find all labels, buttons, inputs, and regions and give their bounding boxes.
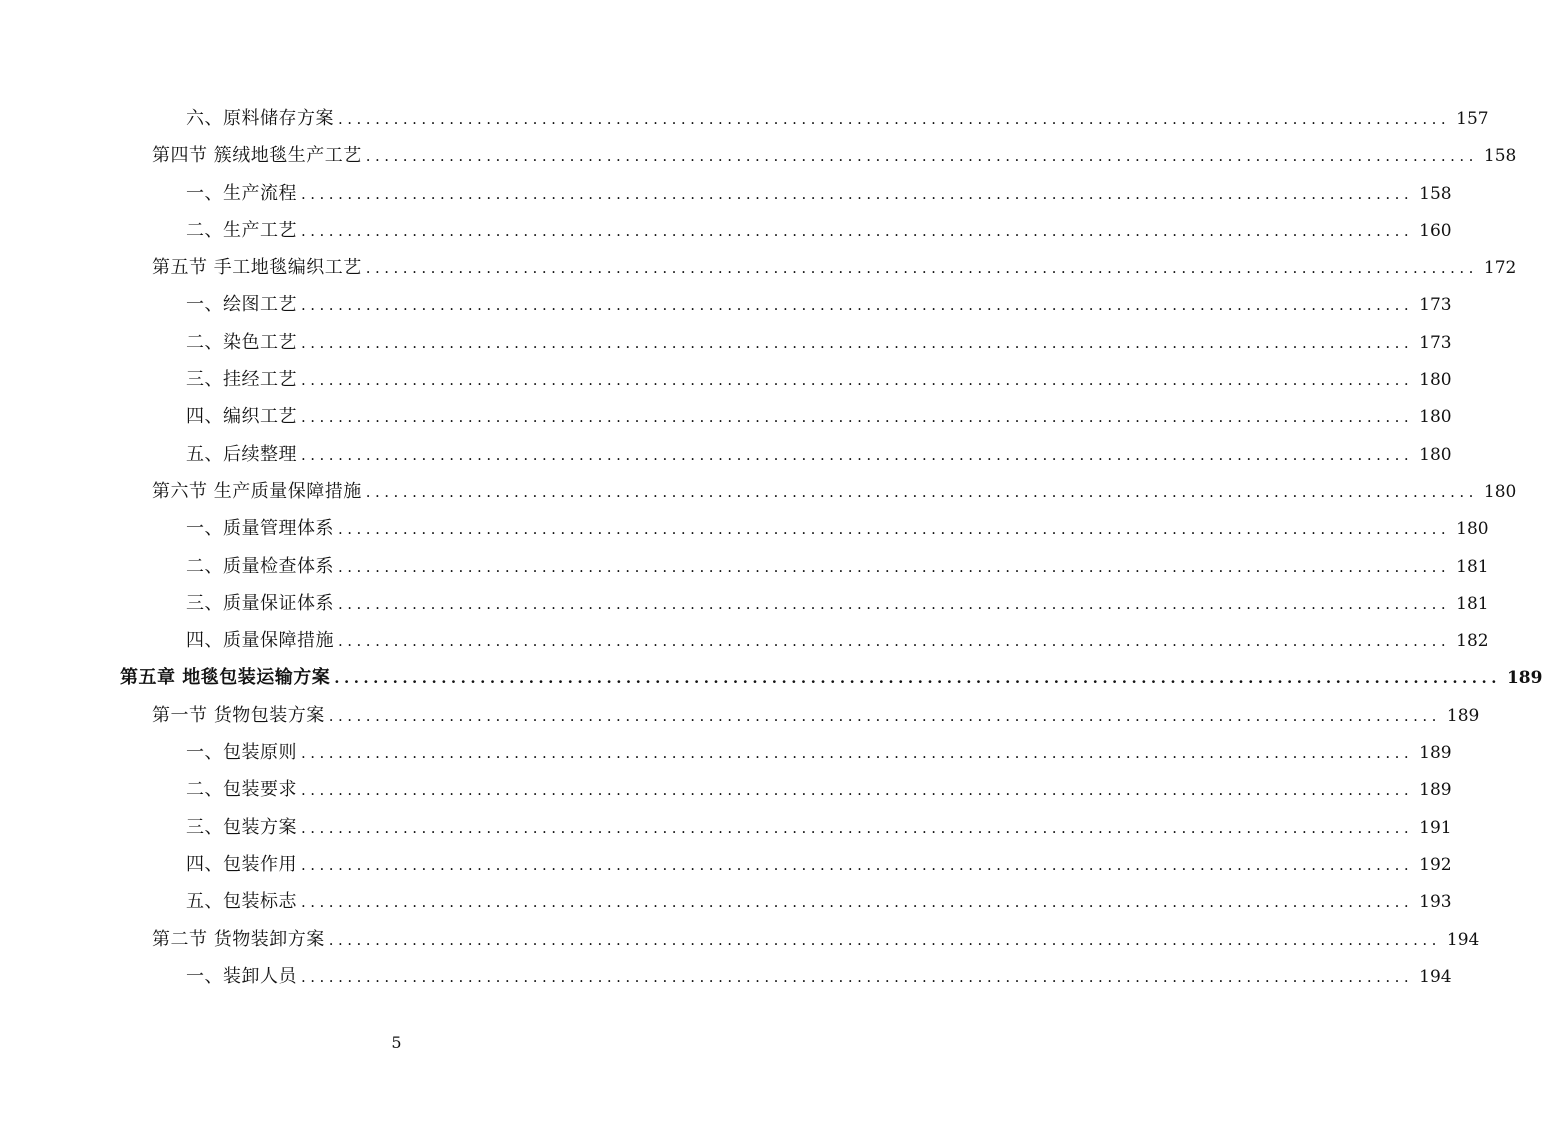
toc-entry-page-number: 189 <box>1419 780 1452 801</box>
toc-dot-leader: ........................................................................................................................ <box>301 296 1414 315</box>
toc-dot-leader: ........................................................................................................................ <box>328 706 1441 725</box>
toc-entry-page-number: 192 <box>1419 854 1452 875</box>
toc-entry-page-number: 191 <box>1419 817 1452 838</box>
toc-entry-content <box>152 137 1517 175</box>
toc-entry[interactable] <box>0 361 1452 398</box>
toc-entry-label: 一、装卸人员 <box>186 965 297 987</box>
toc-entry[interactable] <box>0 436 1452 473</box>
toc-entry-label: 一、包装原则 <box>186 742 297 764</box>
toc-entry[interactable] <box>0 771 1452 808</box>
toc-entry-label: 第一节 货物包装方案 <box>152 704 325 726</box>
toc-entry-content <box>186 436 1452 474</box>
toc-entry-content <box>186 771 1452 809</box>
toc-entry-content <box>186 883 1452 921</box>
toc-entry-label: 第六节 生产质量保障措施 <box>152 480 362 502</box>
toc-dot-leader: ........................................................................................................................ <box>365 147 1478 166</box>
toc-dot-leader: ........................................................................................................................ <box>301 445 1414 464</box>
toc-entry-content <box>186 548 1489 586</box>
toc-entry[interactable] <box>0 249 1517 286</box>
toc-entry-page-number: 180 <box>1456 519 1489 540</box>
toc-entry[interactable] <box>0 175 1452 212</box>
toc-entry-content <box>186 510 1489 548</box>
toc-entry-content <box>152 473 1517 511</box>
toc-entry-content <box>186 286 1452 324</box>
toc-entry-label: 五、后续整理 <box>186 443 297 465</box>
toc-dot-leader: ........................................................................................................................ <box>338 632 1451 651</box>
toc-entry[interactable] <box>0 473 1517 510</box>
toc-entry-page-number: 182 <box>1456 631 1489 652</box>
toc-entry-page-number: 180 <box>1419 407 1452 428</box>
toc-entry-label: 第五章 地毯包装运输方案 <box>120 667 331 689</box>
toc-entry-page-number: 180 <box>1419 444 1452 465</box>
toc-entry[interactable] <box>0 324 1452 361</box>
toc-entry-content <box>152 249 1517 287</box>
toc-entry-page-number: 189 <box>1419 743 1452 764</box>
toc-dot-leader: ........................................................................................................................ <box>301 893 1414 912</box>
toc-entry-content <box>186 734 1452 772</box>
toc-entry-label: 一、质量管理体系 <box>186 518 334 540</box>
toc-entry-page-number: 173 <box>1419 332 1452 353</box>
toc-entry-page-number: 158 <box>1419 183 1452 204</box>
toc-entry-page-number: 189 <box>1446 705 1480 726</box>
toc-entry-page-number: 157 <box>1456 109 1489 129</box>
toc-entry-label: 第二节 货物装卸方案 <box>152 928 325 950</box>
toc-entry-page-number: 193 <box>1419 892 1452 913</box>
toc-entry[interactable] <box>0 697 1480 734</box>
toc-entry-label: 第四节 簇绒地毯生产工艺 <box>152 145 362 167</box>
toc-entry[interactable] <box>0 398 1452 435</box>
toc-entry-page-number: 160 <box>1419 220 1452 241</box>
toc-entry-content <box>186 361 1452 399</box>
toc-entry-label: 六、原料储存方案 <box>186 108 334 129</box>
toc-entry-content <box>152 697 1480 735</box>
toc-entry[interactable] <box>0 809 1452 846</box>
toc-entry-label: 一、生产流程 <box>186 182 297 204</box>
toc-dot-leader: ........................................................................................................................ <box>338 520 1451 539</box>
toc-entry-page-number: 189 <box>1506 668 1542 689</box>
toc-entry-label: 四、质量保障措施 <box>186 630 334 652</box>
toc-entry[interactable] <box>0 585 1489 622</box>
toc-entry-content <box>186 324 1452 362</box>
toc-dot-leader: ........................................................................................................................ <box>301 967 1414 986</box>
toc-dot-leader: ........................................................................................................................ <box>301 333 1414 352</box>
toc-entry[interactable] <box>0 734 1452 771</box>
toc-dot-leader: ........................................................................................................................ <box>334 669 1501 688</box>
toc-entry-content <box>186 958 1452 996</box>
toc-dot-leader: ........................................................................................................................ <box>338 594 1451 613</box>
toc-dot-leader: ........................................................................................................................ <box>365 482 1478 501</box>
toc-entry-content <box>186 100 1489 138</box>
toc-dot-leader: ........................................................................................................................ <box>328 930 1441 949</box>
toc-dot-leader: ........................................................................................................................ <box>301 371 1414 390</box>
toc-dot-leader: ........................................................................................................................ <box>301 744 1414 763</box>
toc-entry-content <box>186 846 1452 884</box>
toc-entry-label: 二、质量检查体系 <box>186 555 334 577</box>
toc-entry-label: 二、染色工艺 <box>186 331 297 353</box>
toc-entry-page-number: 180 <box>1419 370 1452 391</box>
toc-dot-leader: ........................................................................................................................ <box>338 110 1451 128</box>
toc-entry-label: 三、挂经工艺 <box>186 369 297 391</box>
toc-entry-label: 二、生产工艺 <box>186 219 297 241</box>
toc-entry[interactable] <box>0 548 1489 585</box>
toc-entry[interactable] <box>0 137 1517 174</box>
toc-entry-page-number: 158 <box>1483 146 1517 167</box>
toc-entry-page-number: 180 <box>1483 481 1517 502</box>
toc-dot-leader: ........................................................................................................................ <box>301 855 1414 874</box>
toc-entry-content <box>186 585 1489 623</box>
toc-entry[interactable] <box>0 958 1452 995</box>
toc-entry-label: 五、包装标志 <box>186 891 297 913</box>
toc-entry-label: 四、包装作用 <box>186 853 297 875</box>
toc-entry-content <box>152 921 1480 959</box>
toc-entry[interactable] <box>0 883 1452 920</box>
toc-entry-label: 第五节 手工地毯编织工艺 <box>152 257 362 279</box>
toc-dot-leader: ........................................................................................................................ <box>301 408 1414 427</box>
toc-entry[interactable] <box>0 212 1452 249</box>
toc-entry-page-number: 194 <box>1446 929 1480 950</box>
toc-entry-page-number: 172 <box>1483 258 1517 279</box>
toc-dot-leader: ........................................................................................................................ <box>301 184 1414 203</box>
toc-entry-content <box>186 809 1452 847</box>
toc-entry[interactable] <box>0 659 1542 696</box>
toc-dot-leader: ........................................................................................................................ <box>301 221 1414 240</box>
toc-entry[interactable] <box>0 921 1480 958</box>
toc-entry-content <box>186 175 1452 213</box>
toc-dot-leader: ........................................................................................................................ <box>338 557 1451 576</box>
toc-entry[interactable] <box>0 622 1489 659</box>
toc-entry-label: 三、质量保证体系 <box>186 592 334 614</box>
toc-entry[interactable] <box>0 510 1489 547</box>
page-number: 5 <box>391 1033 402 1052</box>
toc-entry-label: 二、包装要求 <box>186 779 297 801</box>
toc-entry-content <box>120 659 1542 697</box>
toc-entry-content <box>186 212 1452 250</box>
toc-entry-label: 一、绘图工艺 <box>186 294 297 316</box>
toc-dot-leader: ........................................................................................................................ <box>301 781 1414 800</box>
toc-entry[interactable] <box>0 286 1452 323</box>
toc-entry-label: 三、包装方案 <box>186 816 297 838</box>
toc-entry-content <box>186 622 1489 660</box>
toc-entry-page-number: 181 <box>1456 556 1489 577</box>
toc-entry[interactable] <box>0 100 1489 137</box>
toc-entry-label: 四、编织工艺 <box>186 406 297 428</box>
toc-entry-page-number: 173 <box>1419 295 1452 316</box>
toc-entry-content <box>186 398 1452 436</box>
toc-entry-page-number: 181 <box>1456 593 1489 614</box>
toc-dot-leader: ........................................................................................................................ <box>365 259 1478 278</box>
toc-entry-page-number: 194 <box>1419 966 1452 987</box>
table-of-contents <box>0 100 1542 995</box>
toc-entry[interactable] <box>0 846 1452 883</box>
toc-dot-leader: ........................................................................................................................ <box>301 818 1414 837</box>
